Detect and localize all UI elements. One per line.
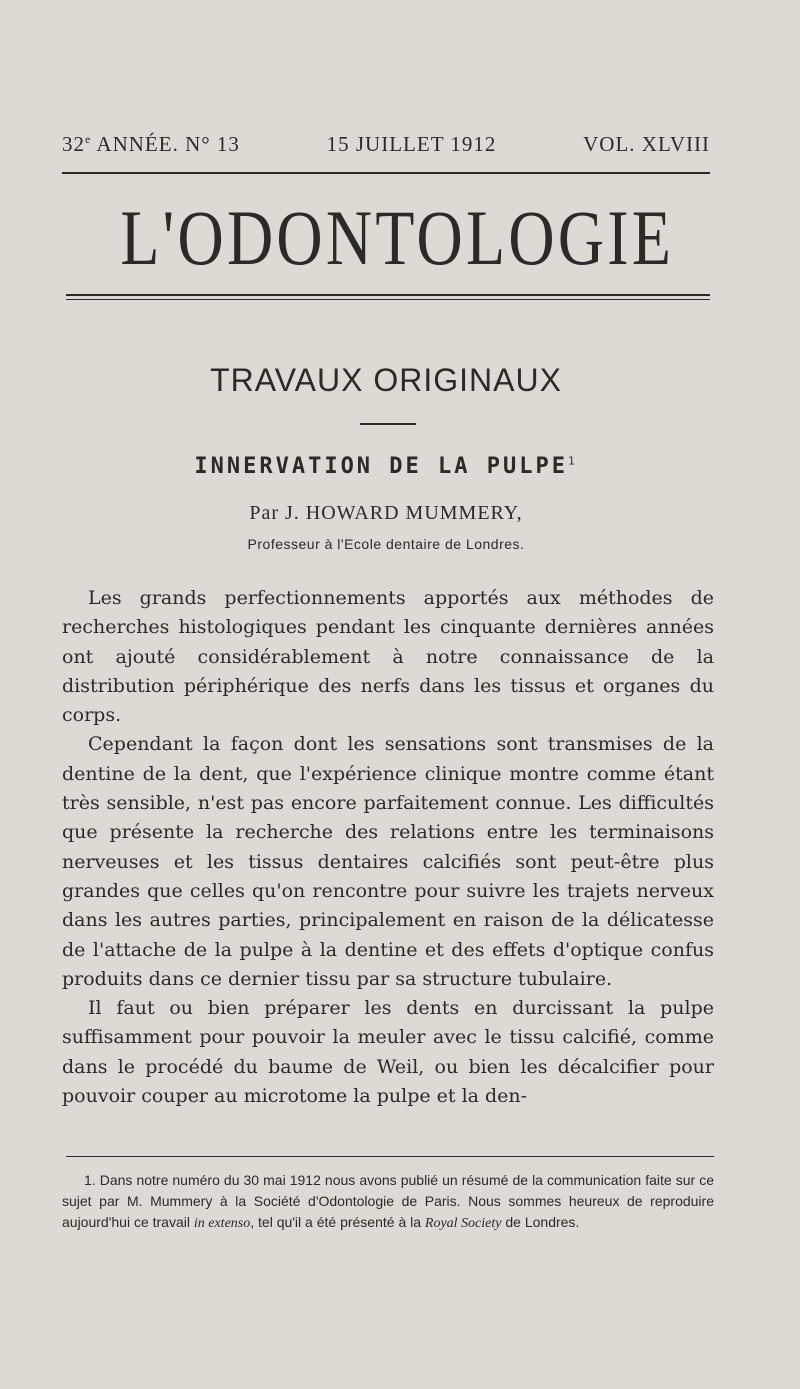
title-rule-bottom [66, 299, 710, 300]
footnote-marker: 1 [568, 454, 578, 468]
article-title: INNERVATION DE LA PULPE$^1$ [194, 454, 578, 479]
footnote-rule [66, 1156, 714, 1157]
issue-date: 15 JUILLET 1912 [326, 132, 497, 156]
body-paragraph: Les grands perfectionnements apportés aux méthodes de recherches histologiques pendant les cinquante dernières années ont ajouté considérablement à notre connaissance de la distribution périphérique des nerfs dans les tissus et organes du corps. [62, 587, 714, 727]
running-header [62, 132, 710, 157]
body-paragraph: Cependant la façon dont les sensations sont transmises de la dentine de la dent, que l'expérience clinique montre comme étant très sensible, n'est pas encore parfaitement connue. Les difficultés que présente la recherche des relations entre les terminaisons nerveuses et les tissus dentaires calcifiés sont peut-être plus grandes que celles qu'on rencontre pour suivre les trajets nerveux dans les autres parties, principalement en raison de la délicatesse de l'attache de la pulpe à la dentine et des effets d'optique confus produits dans ce dernier tissu par sa structure tubulaire. [62, 733, 714, 990]
journal-title: L'ODONTOLOGIE [120, 194, 675, 281]
article-byline: Par J. HOWARD MUMMERY, [249, 502, 523, 524]
author-affiliation: Professeur à l'Ecole dentaire de Londres. [247, 536, 525, 552]
body-paragraph: Il faut ou bien préparer les dents en durcissant la pulpe suffisamment pour pouvoir la meuler avec le tissu calcifié, comme dans le procédé du baume de Weil, ou bien les décalcifier pour pouvoir couper au microtome la pulpe et la den- [62, 997, 714, 1108]
issue-year-number: 32e ANNÉE. N° 13 [62, 132, 240, 156]
footnote [62, 1170, 714, 1234]
header-rule [62, 172, 710, 174]
footnote-text: 1. Dans notre numéro du 30 mai 1912 nous avons publié un résumé de la communication faite sur ce sujet par M. Mummery à la Société d'Odontologie de Paris. Nous sommes heureux de reproduire aujourd'hui ce travail in extenso, tel qu'il a été présenté à la Royal Society de Londres. [62, 1172, 714, 1231]
article-body [62, 584, 714, 1111]
section-divider [360, 423, 416, 425]
title-rule-top [66, 294, 710, 296]
section-heading: TRAVAUX ORIGINAUX [210, 362, 562, 398]
volume-number: VOL. XLVIII [583, 132, 710, 156]
